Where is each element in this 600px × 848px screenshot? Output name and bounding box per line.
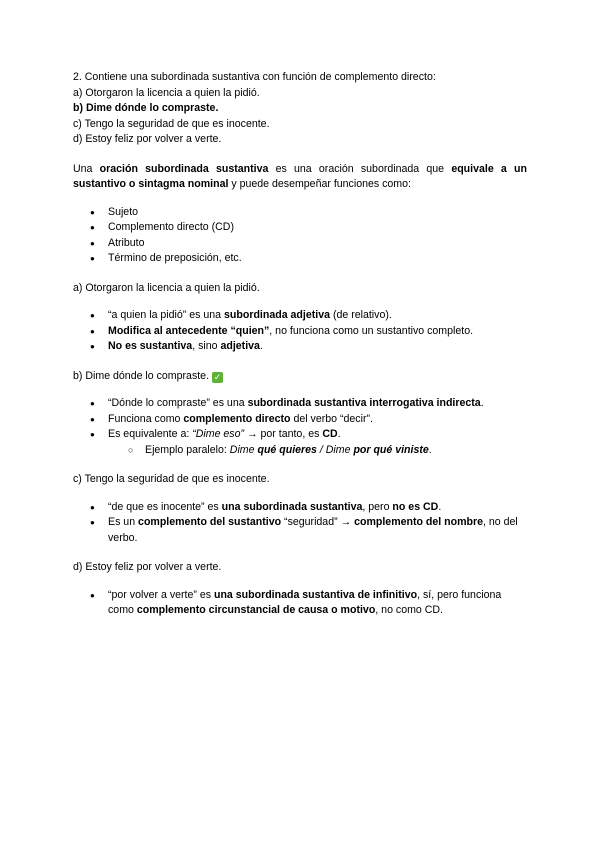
section-a-heading: a) Otorgaron la licencia a quien la pidió. — [73, 281, 260, 294]
option-c: c) Tengo la seguridad de que es inocente. — [73, 117, 270, 130]
list-item: ● Es equivalente a: “Dime eso” → por tanto, es CD. — [73, 427, 527, 443]
list-item: ● “de que es inocente” es una subordinada sustantiva, pero no es CD. — [73, 500, 527, 516]
list-item: ● No es sustantiva, sino adjetiva. — [73, 339, 527, 355]
list-item: ● Complemento directo (CD) — [73, 220, 527, 236]
section-d-list — [73, 588, 527, 619]
option-d: d) Estoy feliz por volver a verte. — [73, 133, 222, 145]
list-item: ● Funciona como complemento directo del verbo “decir”. — [73, 412, 527, 428]
option-a: a) Otorgaron la licencia a quien la pidió. — [73, 86, 260, 99]
question-title: 2. Contiene una subordinada sustantiva con función de complemento directo: — [73, 71, 436, 83]
section-c-heading: c) Tengo la seguridad de que es inocente. — [73, 473, 270, 485]
list-item: ● Término de preposición, etc. — [73, 251, 527, 267]
section-d-heading: d) Estoy feliz por volver a verte. — [73, 561, 222, 573]
list-item: ● “por volver a verte” es una subordinada sustantiva de infinitivo, sí, pero funciona como complemento circunstancial de causa o motivo, no como CD. — [73, 588, 527, 619]
list-item: ● “a quien la pidió” es una subordinada adjetiva (de relativo). — [73, 308, 527, 324]
list-item: ● Atributo — [73, 236, 527, 252]
section-c-list — [73, 500, 527, 547]
document-page — [73, 70, 527, 619]
section-b-heading: b) Dime dónde lo compraste. ✓ — [73, 369, 222, 382]
functions-list — [73, 205, 527, 267]
section-a-list — [73, 308, 527, 355]
option-b: b) Dime dónde lo compraste. — [73, 102, 219, 114]
list-item: ● Es un complemento del sustantivo “seguridad” → complemento del nombre, no del verbo. — [73, 515, 527, 546]
list-item: ● Modifica al antecedente “quien”, no funciona como un sustantivo completo. — [73, 324, 527, 340]
check-mark-icon: ✓ — [213, 371, 222, 382]
list-item: ● Sujeto — [73, 205, 527, 221]
section-b-list — [73, 396, 527, 458]
list-item: ● “Dónde lo compraste” es una subordinada sustantiva interrogativa indirecta. — [73, 396, 527, 412]
sub-list-item: ○ Ejemplo paralelo: Dime qué quieres / Dime por qué viniste. — [73, 443, 527, 459]
definition-paragraph: Una oración subordinada sustantiva es una oración subordinada que equivale a un sustantivo o sintagma nominal y puede desempeñar funciones como: — [73, 162, 527, 190]
